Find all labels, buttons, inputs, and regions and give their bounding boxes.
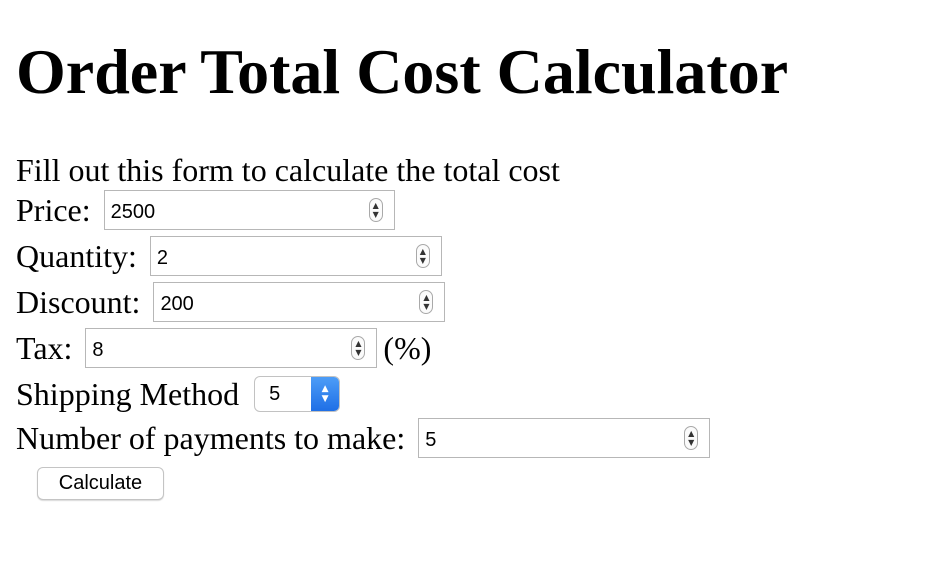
payments-row [16, 417, 710, 459]
discount-label: Discount: [16, 284, 141, 320]
payments-label: Number of payments to make: [16, 420, 406, 456]
tax-field-box [85, 328, 377, 368]
discount-field-box [153, 282, 445, 322]
discount-row [16, 281, 445, 323]
page-title: Order Total Cost Calculator [16, 36, 789, 107]
payments-field-box [418, 418, 710, 458]
shipping-selected-value: 5 [269, 383, 281, 405]
price-field-box [104, 190, 395, 230]
chevron-up-icon[interactable]: ▲ [419, 247, 426, 256]
chevron-down-icon[interactable]: ▼ [355, 348, 362, 357]
quantity-row [16, 235, 442, 277]
discount-input[interactable] [154, 285, 416, 319]
chevron-up-icon[interactable]: ▲ [688, 429, 695, 438]
quantity-input[interactable] [151, 239, 413, 273]
payments-input[interactable] [419, 421, 681, 455]
chevron-down-icon[interactable]: ▼ [419, 256, 426, 265]
chevron-up-icon[interactable]: ▲ [355, 339, 362, 348]
tax-row [16, 327, 431, 369]
calculate-button[interactable]: Calculate [37, 467, 164, 500]
chevron-up-icon[interactable]: ▲ [423, 293, 430, 302]
shipping-label: Shipping Method [16, 376, 240, 412]
quantity-label: Quantity: [16, 238, 137, 274]
price-label: Price: [16, 192, 91, 228]
tax-label: Tax: [16, 330, 73, 366]
tax-input[interactable] [86, 331, 348, 365]
form-instructions: Fill out this form to calculate the total cost [16, 152, 560, 188]
chevron-up-icon[interactable]: ▲ [372, 201, 379, 210]
select-chevron-icon[interactable]: ▲ ▼ [311, 377, 339, 411]
shipping-method-select[interactable] [254, 376, 340, 412]
price-stepper[interactable] [369, 198, 383, 222]
discount-stepper[interactable] [419, 290, 433, 314]
price-input[interactable] [105, 193, 366, 227]
chevron-down-icon[interactable]: ▼ [688, 438, 695, 447]
chevron-down-icon[interactable]: ▼ [372, 210, 379, 219]
quantity-stepper[interactable] [416, 244, 430, 268]
shipping-row [16, 373, 340, 415]
price-row [16, 189, 395, 231]
payments-stepper[interactable] [684, 426, 698, 450]
tax-percent-suffix: (%) [383, 330, 432, 366]
quantity-field-box [150, 236, 442, 276]
tax-stepper[interactable] [351, 336, 365, 360]
chevron-down-icon[interactable]: ▼ [423, 302, 430, 311]
